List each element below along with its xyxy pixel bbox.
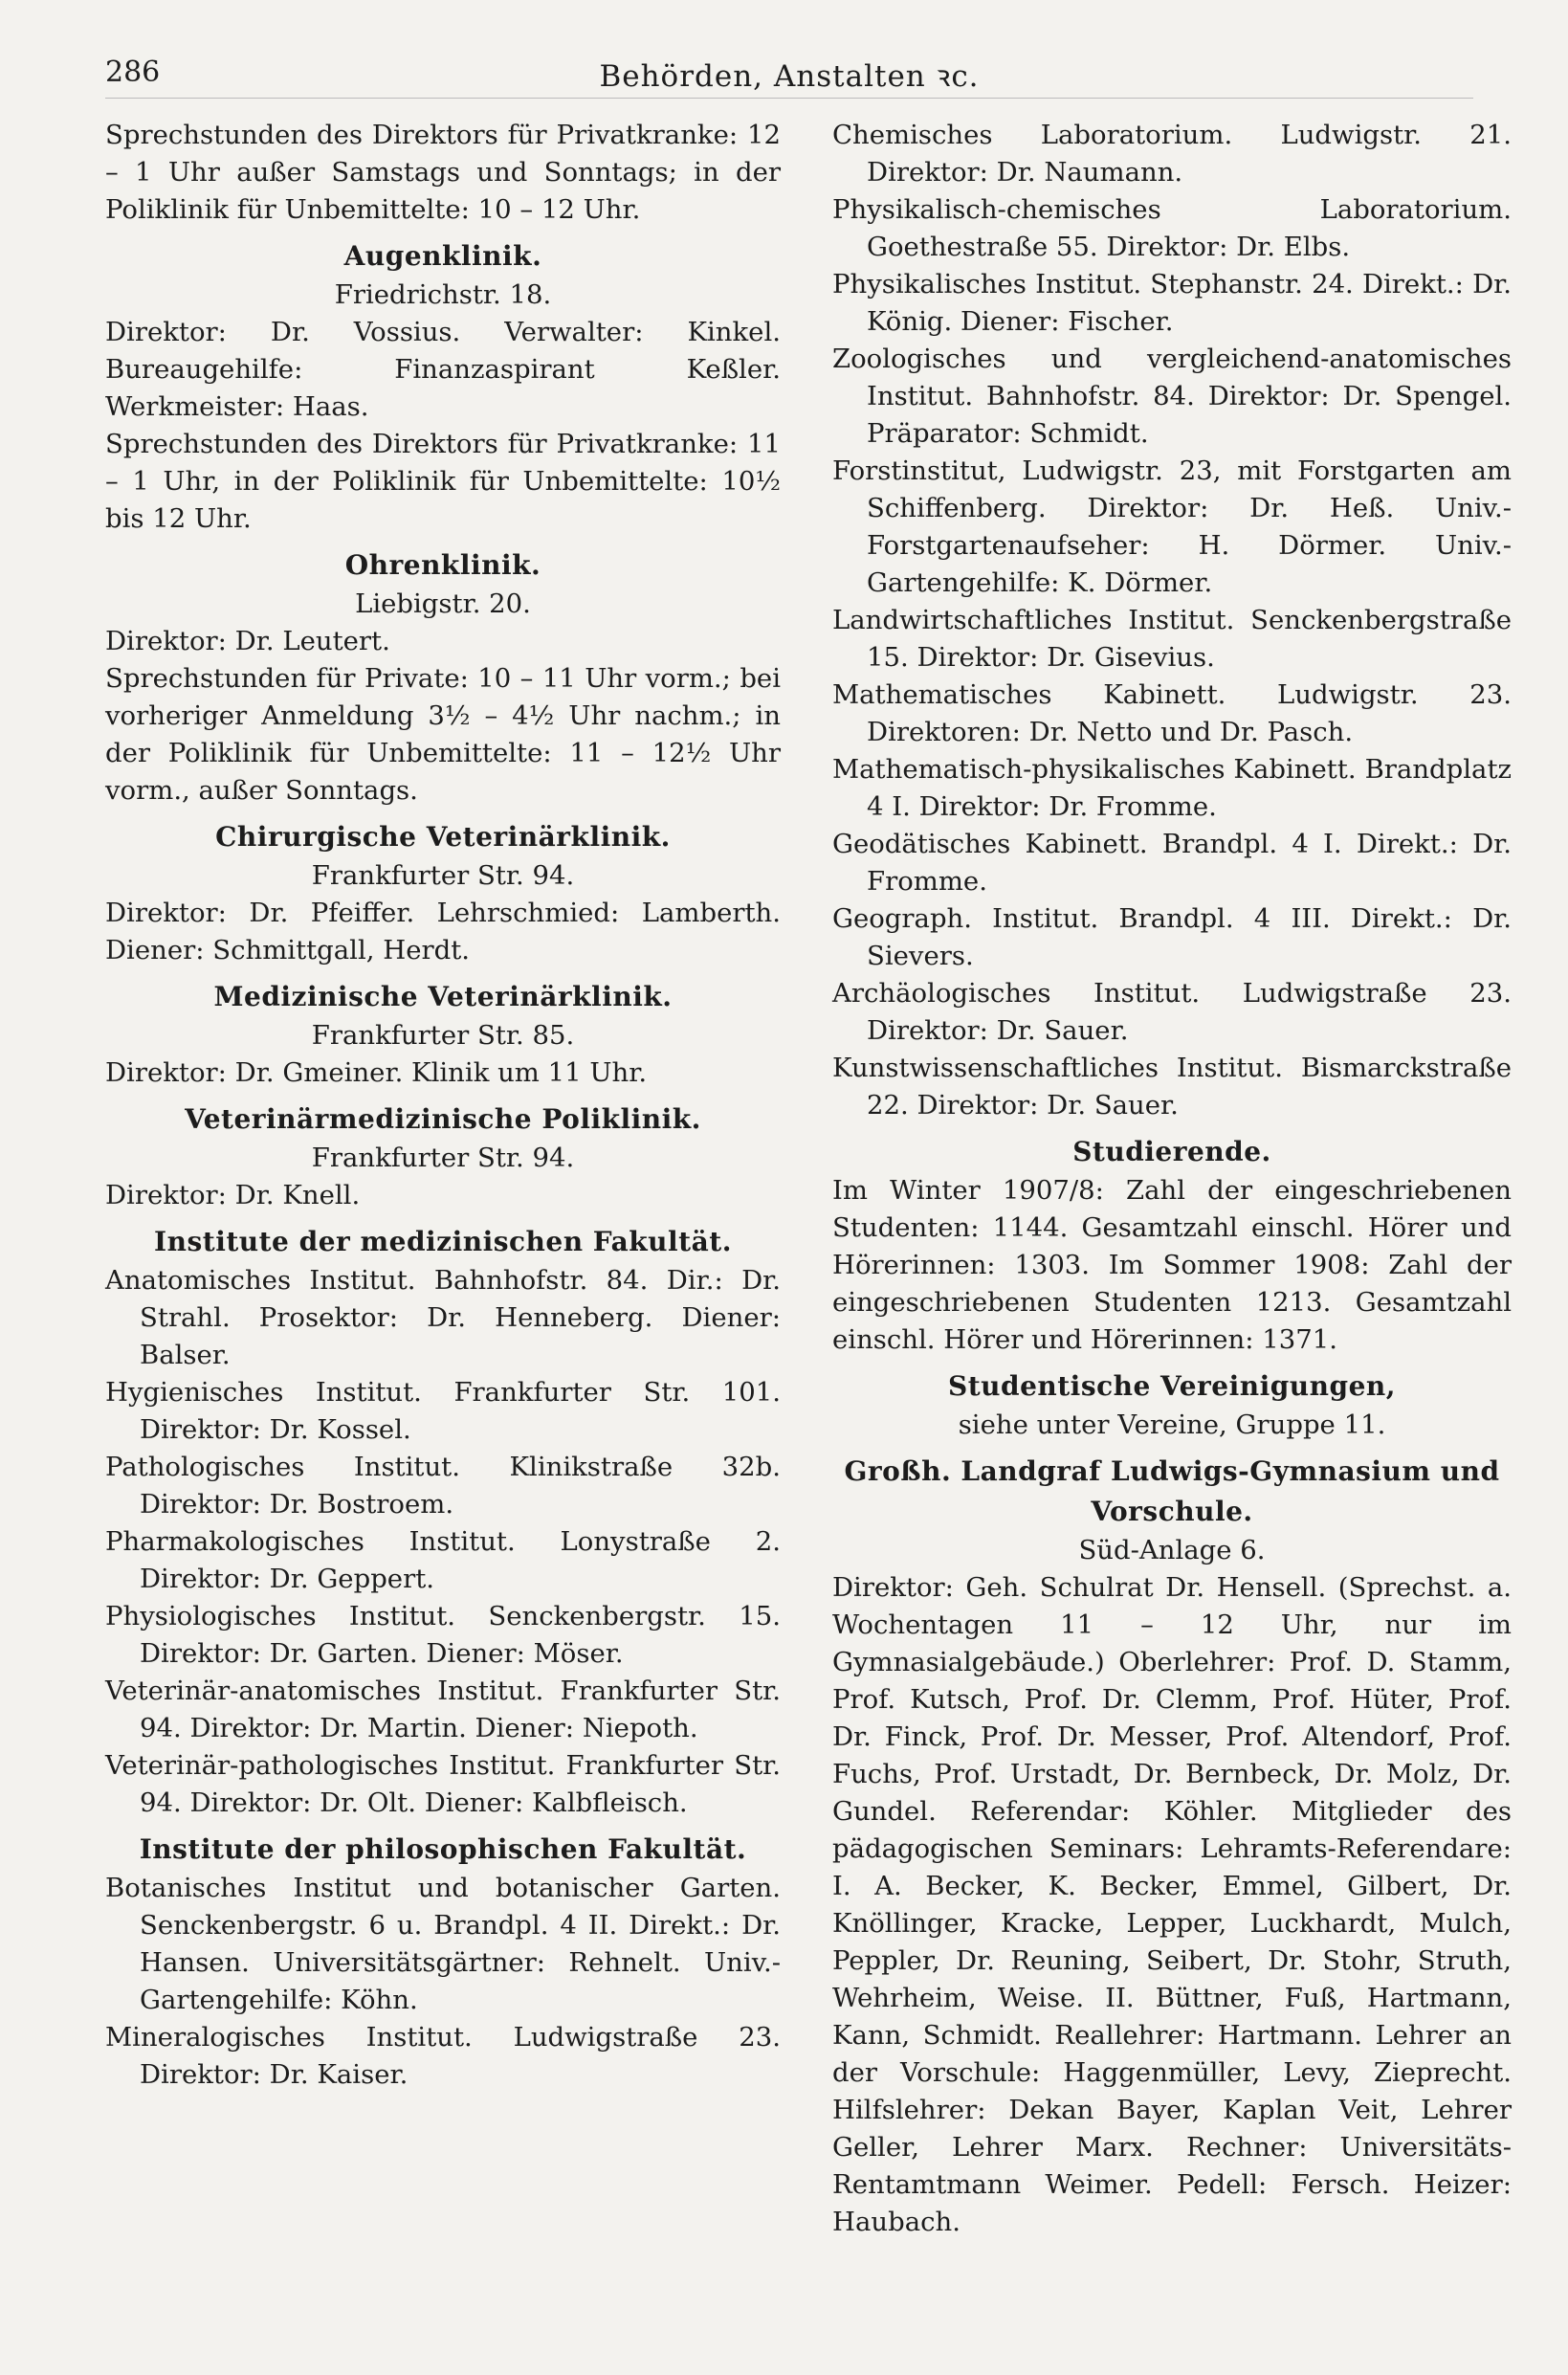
studierende-heading: Studierende. — [1072, 1136, 1271, 1167]
phil-entry: Geograph. Institut. Brandpl. 4 III. Direkt.: Dr. Sievers. — [832, 903, 1512, 971]
augenklinik-staff: Direktor: Dr. Vossius. Verwalter: Kinkel. Bureaugehilfe: Finanzaspirant Keßler. Werkmeister: Haas. — [105, 317, 781, 422]
phil-entry: Mineralogisches Institut. Ludwigstraße 23. Direktor: Dr. Kaiser. — [105, 2022, 781, 2090]
ohrenklinik-heading: Ohrenklinik. — [344, 549, 541, 581]
right-column — [832, 117, 1512, 2241]
gymnasium-address: Süd-Anlage 6. — [1078, 1535, 1266, 1565]
studierende-text: Im Winter 1907/8: Zahl der eingeschriebenen Studenten: 1144. Gesamtzahl einschl. Hörer und Hörerinnen: 1303. Im Sommer 1908: Zahl der eingeschriebenen Studenten 1213. Gesamtzahl einschl. Hörer und Hörerinnen: 1371. — [832, 1175, 1512, 1355]
running-title: Behörden, Anstalten ꝛc. — [599, 59, 980, 94]
med-entry: Pathologisches Institut. Klinikstraße 32b. Direktor: Dr. Bostroem. — [105, 1452, 781, 1520]
med-entry: Veterinär-anatomisches Institut. Frankfurter Str. 94. Direktor: Dr. Martin. Diener: Niepoth. — [105, 1676, 781, 1743]
med-entry: Pharmakologisches Institut. Lonystraße 2. Direktor: Dr. Geppert. — [105, 1526, 781, 1594]
phil-entry: Botanisches Institut und botanischer Garten. Senckenbergstr. 6 u. Brandpl. 4 II. Direkt.: Dr. Hansen. Universitätsgärtner: Rehnelt. Univ.-Gartengehilfe: Köhn. — [105, 1873, 781, 2015]
phil-entry: Geodätisches Kabinett. Brandpl. 4 I. Direkt.: Dr. Fromme. — [832, 829, 1512, 897]
med-fak-heading: Institute der medizinischen Fakultät. — [154, 1226, 732, 1257]
phil-fak-heading: Institute der philosophischen Fakultät. — [139, 1833, 747, 1865]
phil-entry: Mathematisch-physikalisches Kabinett. Brandplatz 4 I. Direktor: Dr. Fromme. — [832, 754, 1512, 822]
chirurgische-address: Frankfurter Str. 94. — [311, 860, 575, 891]
med-entry: Veterinär-pathologisches Institut. Frankfurter Str. 94. Direktor: Dr. Olt. Diener: Kalbfleisch. — [105, 1750, 781, 1818]
vereinigungen-heading: Studentische Vereinigungen, — [947, 1370, 1397, 1402]
page-number: 286 — [105, 55, 161, 89]
gymnasium-text: Direktor: Geh. Schulrat Dr. Hensell. (Sprechst. a. Wochentagen 11 – 12 Uhr, nur im Gymnasialgebäude.) Oberlehrer: Prof. D. Stamm, Prof. Kutsch, Prof. Dr. Clemm, Prof. Hüter, Prof. Dr. Finck, Prof. Dr. Messer, Prof. Altendorf, Prof. Fuchs, Prof. Urstadt, Dr. Bernbeck, Dr. Molz, Dr. Gundel. Referendar: Köhler. Mitglieder des pädagogischen Seminars: Lehramts-Referendare: I. A. Becker, K. Becker, Emmel, Gilbert, Dr. Knöllinger, Kracke, Lepper, Luckhardt, Mulch, Peppler, Dr. Reuning, Seibert, Dr. Stohr, Struth, Wehrheim, Weise. II. Büttner, Fuß, Hartmann, Kann, Schmidt. Reallehrer: Hartmann. Lehrer an der Vorschule: Haggenmüller, Levy, Zieprecht. Hilfslehrer: Dekan Bayer, Kaplan Veit, Lehrer Geller, Lehrer Marx. Rechner: Universitäts-Rentamtmann Weimer. Pedell: Fersch. Heizer: Haubach. — [832, 1572, 1512, 2237]
phil-entry: Physikalisches Institut. Stephanstr. 24. Direkt.: Dr. König. Diener: Fischer. — [832, 269, 1512, 337]
poliklinik-heading: Veterinärmedizinische Poliklinik. — [185, 1103, 701, 1135]
phil-entry: Archäologisches Institut. Ludwigstraße 23. Direktor: Dr. Sauer. — [832, 978, 1512, 1046]
phil-entry: Chemisches Laboratorium. Ludwigstr. 21. Direktor: Dr. Naumann. — [832, 120, 1512, 188]
phil-entry: Forstinstitut, Ludwigstr. 23, mit Forstgarten am Schiffenberg. Direktor: Dr. Heß. Univ.-Forstgartenaufseher: H. Dörmer. Univ.-Gartengehilfe: K. Dörmer. — [832, 455, 1512, 598]
vereinigungen-text: siehe unter Vereine, Gruppe 11. — [958, 1409, 1386, 1440]
ohrenklinik-staff: Direktor: Dr. Leutert. — [105, 626, 390, 656]
phil-entry: Physikalisch-chemisches Laboratorium. Goethestraße 55. Direktor: Dr. Elbs. — [832, 194, 1512, 262]
med-entry: Physiologisches Institut. Senckenbergstr. 15. Direktor: Dr. Garten. Diener: Möser. — [105, 1601, 781, 1669]
left-column — [105, 117, 781, 2094]
med-entry: Hygienisches Institut. Frankfurter Str. 101. Direktor: Dr. Kossel. — [105, 1377, 781, 1445]
chirurgische-staff: Direktor: Dr. Pfeiffer. Lehrschmied: Lamberth. Diener: Schmittgall, Herdt. — [105, 898, 781, 966]
phil-entry: Kunstwissenschaftliches Institut. Bismarckstraße 22. Direktor: Dr. Sauer. — [832, 1053, 1512, 1121]
augenklinik-hours: Sprechstunden des Direktors für Privatkranke: 11 – 1 Uhr, in der Poliklinik für Unbemittelte: 10½ bis 12 Uhr. — [105, 429, 781, 534]
medizinische-heading: Medizinische Veterinärklinik. — [213, 981, 673, 1012]
phil-entry: Zoologisches und vergleichend-anatomisches Institut. Bahnhofstr. 84. Direktor: Dr. Spengel. Präparator: Schmidt. — [832, 344, 1512, 449]
chirurgische-heading: Chirurgische Veterinärklinik. — [215, 821, 671, 853]
phil-entry: Landwirtschaftliches Institut. Senckenbergstraße 15. Direktor: Dr. Gisevius. — [832, 605, 1512, 673]
ohrenklinik-hours: Sprechstunden für Private: 10 – 11 Uhr vorm.; bei vorheriger Anmeldung 3½ – 4½ Uhr nachm.; in der Poliklinik für Unbemittelte: 11 – 12½ Uhr vorm., außer Sonntags. — [105, 663, 781, 806]
page-header — [105, 50, 1473, 99]
medizinische-address: Frankfurter Str. 85. — [311, 1020, 575, 1051]
augenklinik-address: Friedrichstr. 18. — [334, 279, 552, 310]
gymnasium-heading: Großh. Landgraf Ludwigs-Gymnasium und Vorschule. — [844, 1455, 1500, 1527]
augenklinik-heading: Augenklinik. — [343, 240, 542, 272]
intro-hours: Sprechstunden des Direktors für Privatkranke: 12 – 1 Uhr außer Samstags und Sonntags; in der Poliklinik für Unbemittelte: 10 – 12 Uhr. — [105, 120, 781, 225]
phil-entry: Mathematisches Kabinett. Ludwigstr. 23. Direktoren: Dr. Netto und Dr. Pasch. — [832, 679, 1512, 747]
medizinische-staff: Direktor: Dr. Gmeiner. Klinik um 11 Uhr. — [105, 1057, 648, 1088]
poliklinik-staff: Direktor: Dr. Knell. — [105, 1180, 361, 1210]
ohrenklinik-address: Liebigstr. 20. — [355, 588, 531, 619]
poliklinik-address: Frankfurter Str. 94. — [311, 1143, 575, 1173]
med-entry: Anatomisches Institut. Bahnhofstr. 84. Dir.: Dr. Strahl. Prosektor: Dr. Henneberg. Diener: Balser. — [105, 1265, 781, 1370]
